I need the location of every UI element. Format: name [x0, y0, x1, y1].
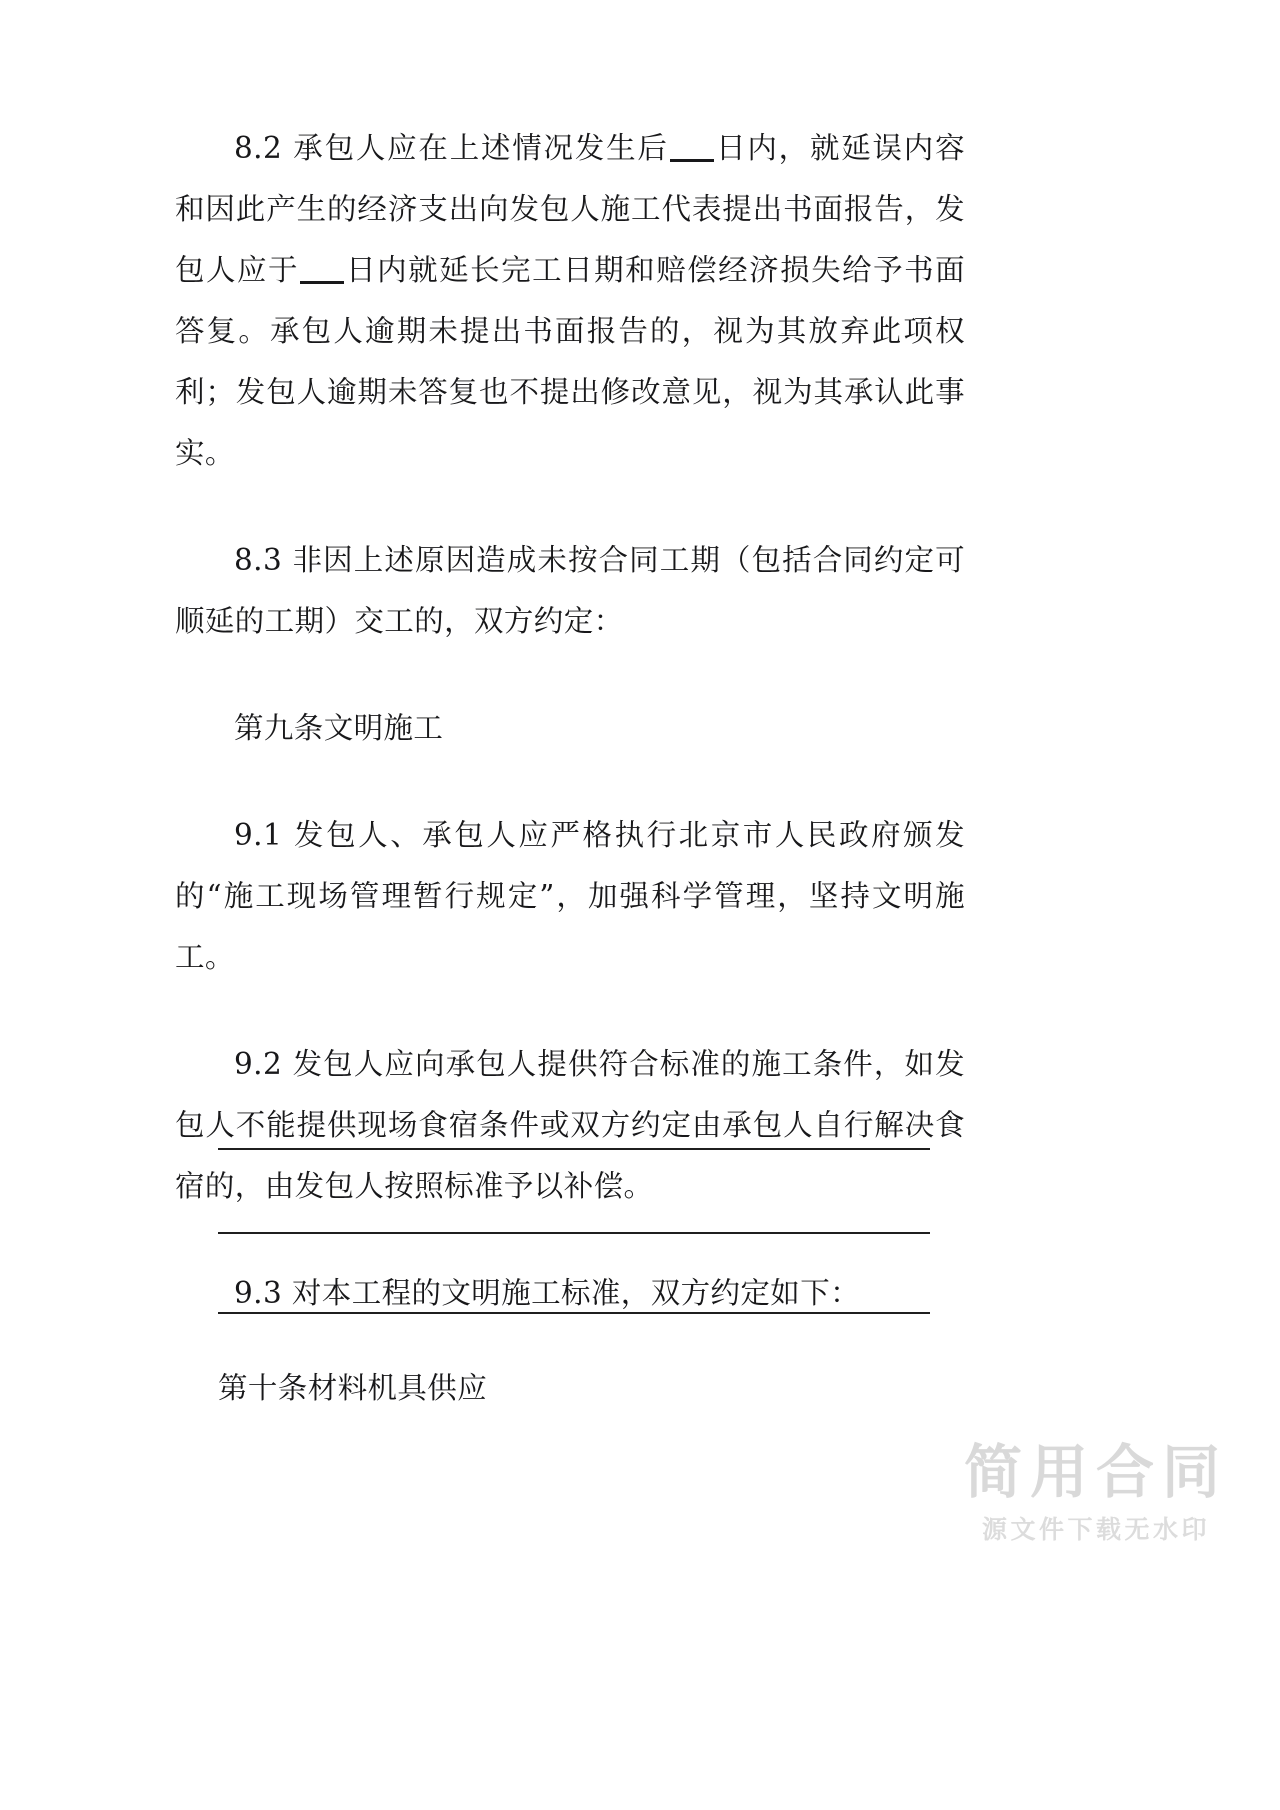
- blank-line-3[interactable]: [218, 1312, 930, 1314]
- paragraph-8-3: 8.3 非因上述原因造成未按合同工期（包括合同约定可顺延的工期）交工的，双方约定：: [175, 543, 965, 638]
- spacer: [175, 484, 965, 530]
- clause-8-2-part2: 日内，就延误内容和因此产生的经济支出向发包人施工代表提出书面报告，发包人应于: [175, 131, 965, 287]
- paragraph-9-1: 9.1 发包人、承包人应严格执行北京市人民政府颁发的“施工现场管理暂行规定”，加强科学管理，坚持文明施工。: [175, 818, 965, 974]
- watermark-subtitle: 源文件下载无水印: [981, 1515, 1210, 1544]
- paragraph-9-3: 9.3 对本工程的文明施工标准，双方约定如下：: [234, 1276, 860, 1310]
- spacer: [175, 988, 965, 1034]
- section-heading-9: 第九条文明施工: [234, 711, 444, 745]
- watermark: [963, 1438, 1228, 1544]
- section-heading-10: 第十条材料机具供应: [218, 1371, 488, 1405]
- fill-in-blank-lines: [218, 1148, 930, 1314]
- fill-in-blank-days-2[interactable]: [300, 281, 344, 284]
- watermark-title: 简用合同: [963, 1438, 1228, 1506]
- clause-8-2-part1: 8.2 承包人应在上述情况发生后: [234, 131, 669, 165]
- fill-in-blank-days-1[interactable]: [670, 159, 714, 162]
- paragraph-8-2: [175, 118, 965, 484]
- spacer: [175, 759, 965, 805]
- clause-8-2-part3: 日内就延长完工日期和赔偿经济损失给予书面答复。承包人逾期未提出书面报告的，视为其放弃此项权利；发包人逾期未答复也不提出修改意见，视为其承认此事实。: [175, 253, 965, 470]
- spacer: [218, 1150, 930, 1232]
- paragraph-9-2: 9.2 发包人应向承包人提供符合标准的施工条件，如发包人不能提供现场食宿条件或双方约定由承包人自行解决食宿的，由发包人按照标准予以补偿。: [175, 1047, 965, 1203]
- spacer: [218, 1234, 930, 1312]
- spacer: [175, 652, 965, 698]
- document-body: [175, 118, 965, 1324]
